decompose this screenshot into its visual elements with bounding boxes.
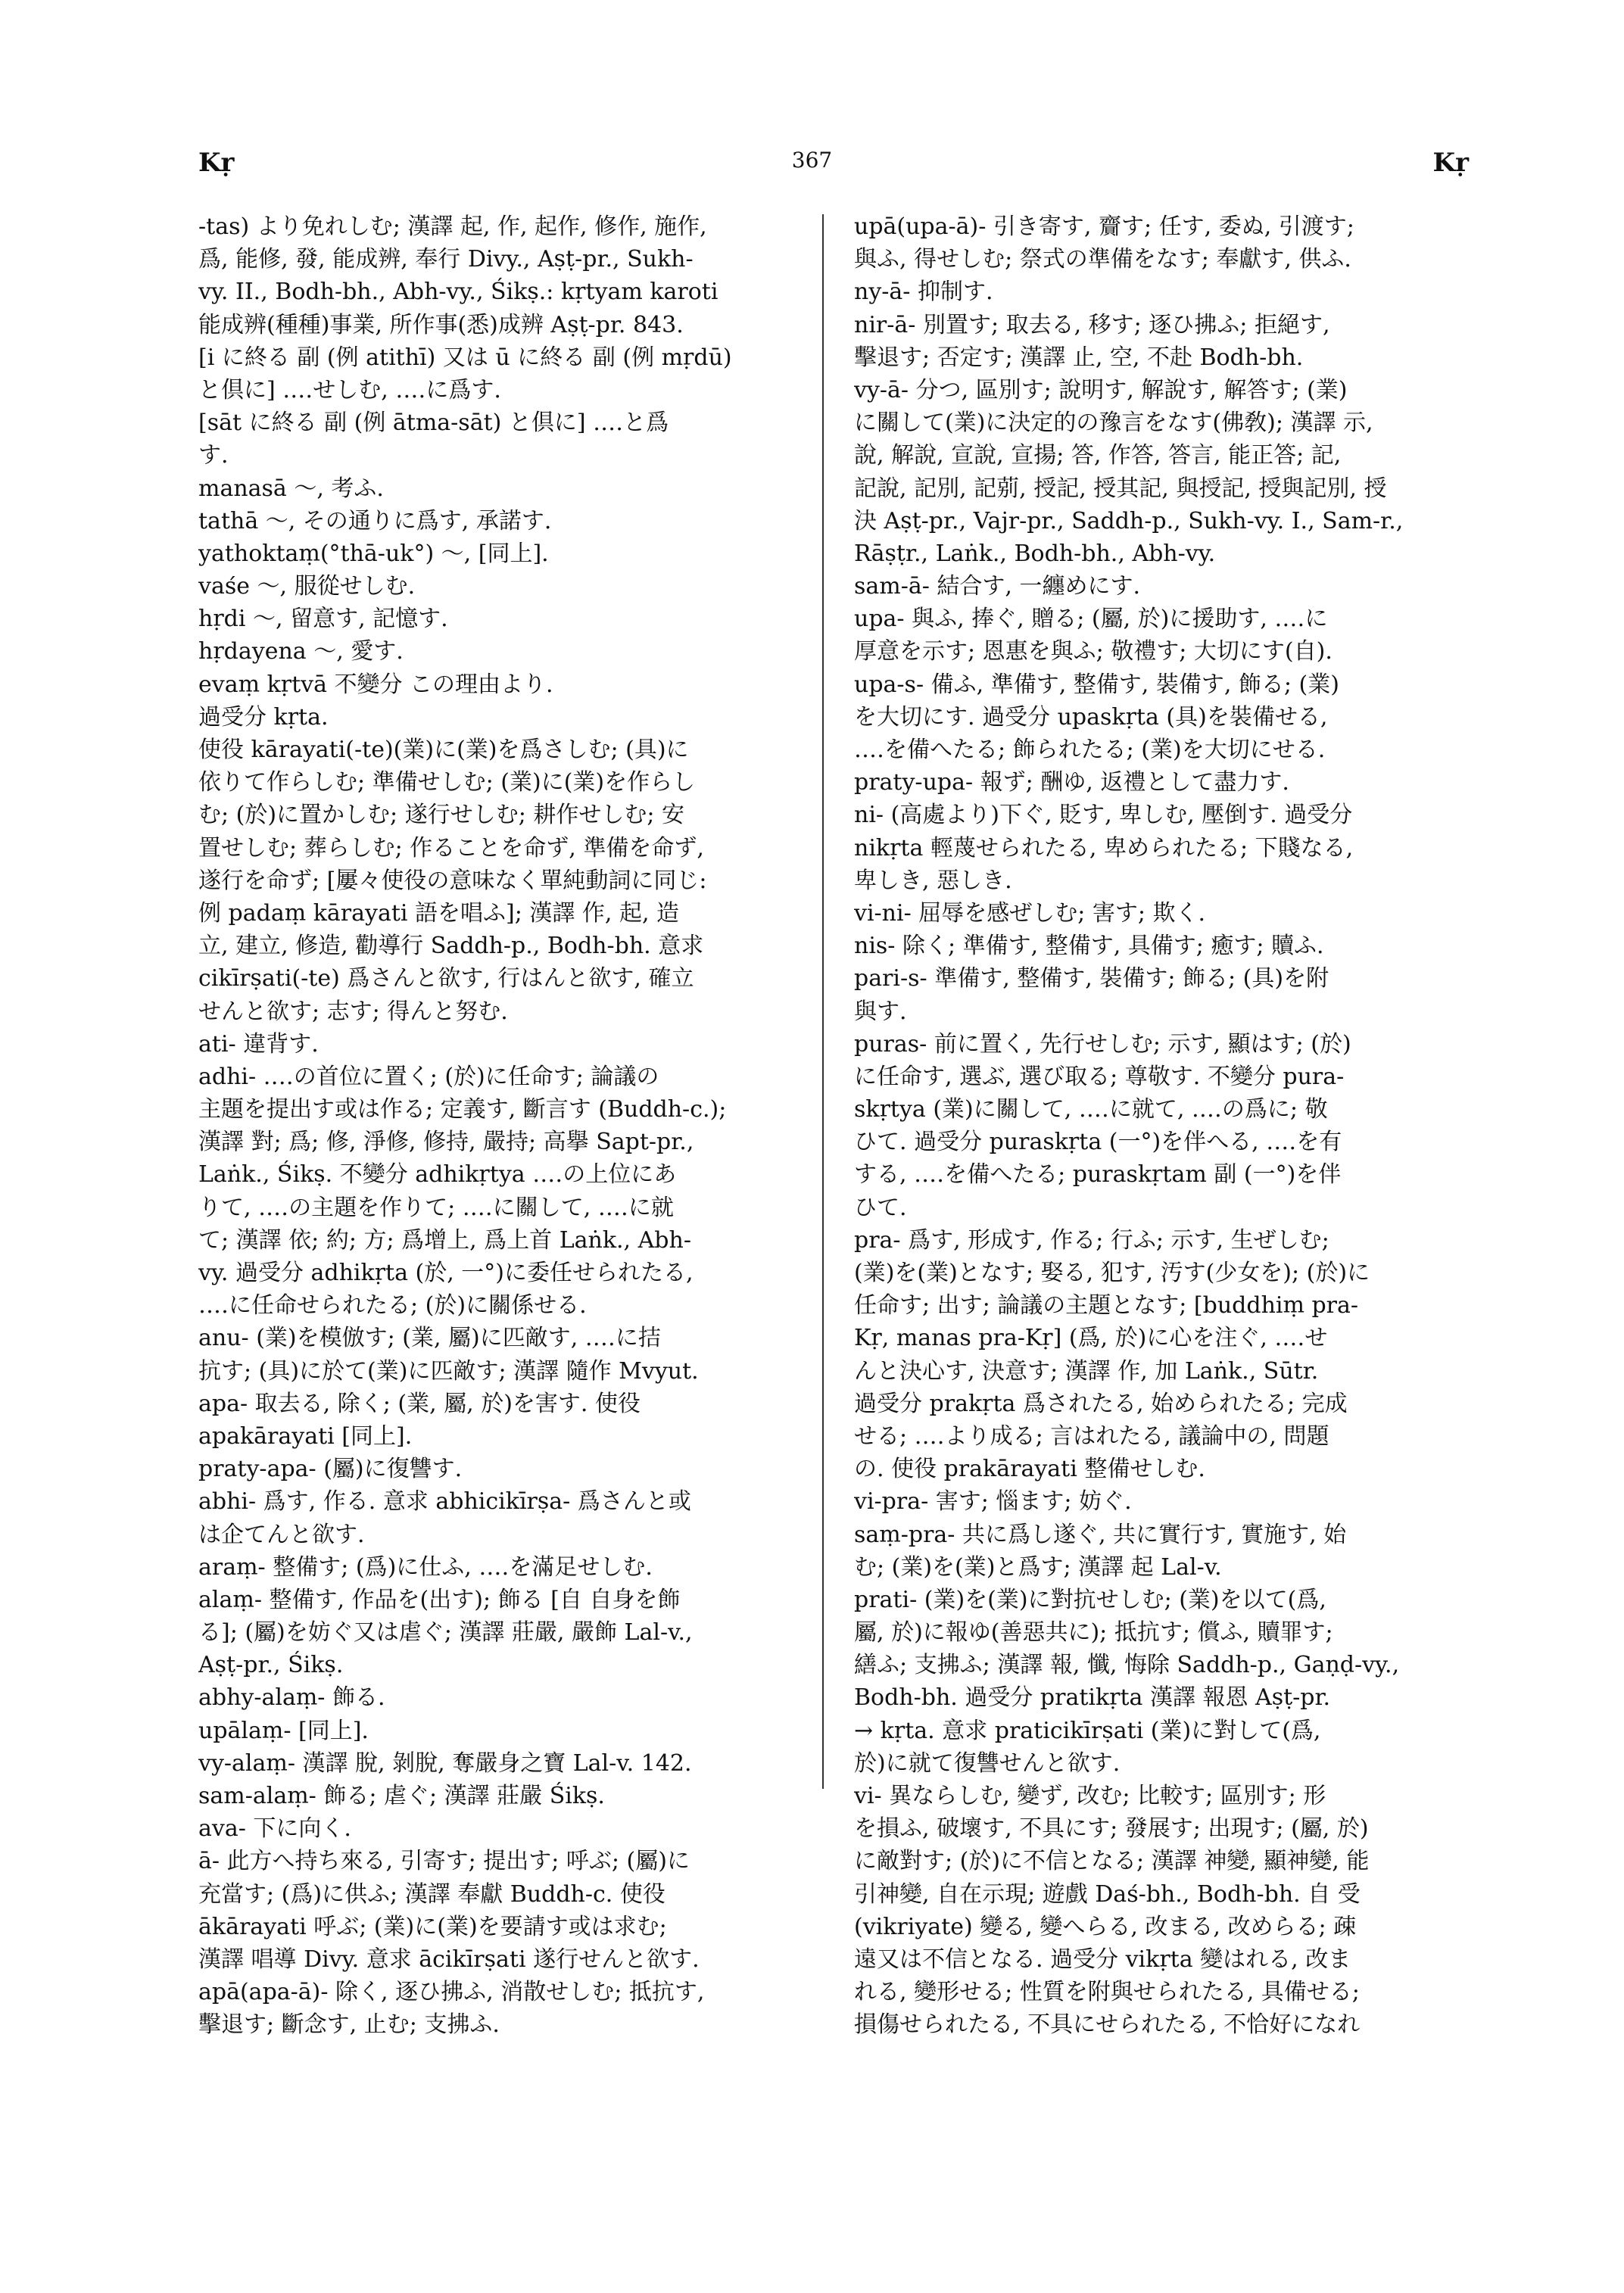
dictionary-line: upa-s- 備ふ, 準備す, 整備す, 裝備す, 飾る; (業) [854,671,1339,698]
dictionary-line: 依りて作らしむ; 準備せしむ; (業)に(業)を作らし [198,769,696,796]
column-divider [822,214,824,1789]
dictionary-line: の. 使役 prakārayati 整備せしむ. [854,1456,1205,1483]
dictionary-line: vaśe 〜, 服從せしむ. [198,573,416,600]
dictionary-line: 說, 解說, 宣說, 宣揚; 答, 作答, 答言, 能正答; 記, [854,442,1342,469]
dictionary-line: せんと欲す; 志す; 得んと努む. [198,998,508,1025]
right-column [854,210,1452,2042]
dictionary-line: vi-pra- 害す; 惱ます; 妨ぐ. [854,1488,1132,1516]
dictionary-line: Bodh-bh. 過受分 pratikṛta 漢譯 報恩 Aṣṭ-pr. [854,1684,1331,1712]
dictionary-line: sam-alaṃ- 飾る; 虐ぐ; 漢譯 莊嚴 Śikṣ. [198,1783,605,1809]
dictionary-line: vy-ā- 分つ, 區別す; 說明す, 解說す, 解答す; (業) [854,376,1348,403]
dictionary-line: 於)に就て復讐せんと欲す. [854,1749,1121,1777]
dictionary-line: む; (業)を(業)と爲す; 漢譯 起 Lal-v. [854,1553,1222,1581]
dictionary-line: nir-ā- 別置す; 取去る, 移す; 逐ひ拂ふ; 拒絕す, [854,311,1330,338]
dictionary-line: 與す. [854,998,907,1025]
dictionary-line: upālaṃ- [同上]. [198,1717,369,1744]
dictionary-line: evaṃ kṛtvā 不變分 この理由より. [198,671,553,698]
dictionary-line: ākārayati 呼ぶ; (業)に(業)を要請す或は求む; [198,1913,667,1940]
dictionary-line: [i に終る 副 (例 atithī) 又は ū に終る 副 (例 mṛdū) [198,344,732,371]
dictionary-line: sam-ā- 結合す, 一纏めにす. [854,573,1141,600]
dictionary-line: と倶に] ‥‥せしむ, ‥‥に爲す. [198,376,501,403]
left-column [198,210,793,2042]
dictionary-line: 主題を提出す或は作る; 定義す, 斷言す (Buddh-c.); [198,1096,727,1123]
dictionary-line: pra- 爲す, 形成す, 作る; 行ふ; 示す, 生ぜしむ; [854,1226,1329,1254]
dictionary-line: vy. II., Bodh-bh., Abh-vy., Śikṣ.: kṛtyam karoti [198,279,718,306]
dictionary-line: 抗す; (具)に於て(業)に匹敵す; 漢譯 隨作 Mvyut. [198,1357,699,1385]
dictionary-line: て; 漢譯 依; 約; 方; 爲增上, 爲上首 Laṅk., Abh- [198,1226,691,1254]
dictionary-line: 立, 建立, 修造, 勸導行 Saddh-p., Bodh-bh. 意求 [198,933,704,960]
dictionary-line: apā(apa-ā)- 除く, 逐ひ拂ふ, 消散せしむ; 抵抗す, [198,1979,705,2006]
dictionary-line: apakārayati [同上]. [198,1422,413,1450]
dictionary-line: する, ‥‥を備へたる; puraskṛtam 副 (一°)を伴 [854,1161,1342,1189]
dictionary-line: 卑しき, 惡しき. [854,867,1012,894]
dictionary-line: 擊退す; 否定す; 漢譯 止, 空, 不赴 Bodh-bh. [854,344,1304,371]
dictionary-line: → kṛta. 意求 praticikīrṣati (業)に對して(爲, [854,1717,1321,1744]
dictionary-line: に關して(業)に決定的の豫言をなす(佛敎); 漢譯 示, [854,410,1373,437]
dictionary-line: pari-s- 準備す, 整備す, 裝備す; 飾る; (具)を附 [854,965,1329,992]
dictionary-line: に任命す, 選ぶ, 選び取る; 尊敬す. 不變分 pura- [854,1063,1345,1090]
dictionary-line: ひて. 過受分 puraskṛta (一°)を伴へる, ‥‥を有 [854,1129,1342,1156]
dictionary-line: saṃ-pra- 共に爲し遂ぐ, 共に實行す, 實施す, 始 [854,1521,1347,1548]
dictionary-line: Rāṣṭr., Laṅk., Bodh-bh., Abh-vy. [854,540,1216,567]
dictionary-line: に敵對す; (於)に不信となる; 漢譯 神變, 顯神變, 能 [854,1848,1370,1875]
dictionary-line: 能成辨(種種)事業, 所作事(悉)成辨 Aṣṭ-pr. 843. [198,311,684,338]
dictionary-line: を損ふ, 破壞す, 不具にす; 發展す; 出現す; (屬, 於) [854,1815,1369,1843]
dictionary-line: vi-ni- 屈辱を感ぜしむ; 害す; 欺く. [854,899,1206,927]
dictionary-line: (業)を(業)となす; 娶る, 犯す, 汚す(少女を); (於)に [854,1260,1370,1286]
dictionary-line: vi- 異ならしむ, 變ず, 改む; 比較す; 區別す; 形 [854,1783,1326,1809]
dictionary-line: araṃ- 整備す; (爲)に仕ふ, ‥‥を滿足せしむ. [198,1553,653,1581]
dictionary-line: Aṣṭ-pr., Śikṣ. [198,1652,344,1679]
dictionary-line: skṛtya (業)に關して, ‥‥に就て, ‥‥の爲に; 敬 [854,1096,1328,1123]
dictionary-line: 與ふ, 得せしむ; 祭式の準備をなす; 奉獻す, 供ふ. [854,246,1351,273]
dictionary-line: Kṛ, manas pra-Kṛ] (爲, 於)に心を注ぐ, ‥‥せ [854,1325,1328,1352]
dictionary-line: す. [198,442,229,469]
dictionary-line: nikṛta 輕蔑せられたる, 卑められたる; 下賤なる, [854,834,1354,861]
dictionary-line: puras- 前に置く, 先行せしむ; 示す, 顯はす; (於) [854,1030,1351,1058]
dictionary-line: upa- 與ふ, 捧ぐ, 贈る; (屬, 於)に援助す, ‥‥に [854,606,1328,633]
dictionary-line: 例 padaṃ kārayati 語を唱ふ]; 漢譯 作, 起, 造 [198,899,680,927]
dictionary-line: [sāt に終る 副 (例 ātma-sāt) と倶に] ‥‥と爲 [198,410,669,437]
dictionary-line: ava- 下に向く. [198,1815,351,1843]
dictionary-line: ati- 違背す. [198,1030,319,1058]
dictionary-line: む; (於)に置かしむ; 遂行せしむ; 耕作せしむ; 安 [198,802,684,829]
running-head-right: Kṛ [1432,148,1469,178]
dictionary-line: ひて. [854,1194,907,1221]
dictionary-line: apa- 取去る, 除く; (業, 屬, 於)を害す. 使役 [198,1390,641,1417]
dictionary-line: alaṃ- 整備す, 作品を(出す); 飾る [自 自身を飾 [198,1586,681,1613]
dictionary-line: yathoktaṃ(°thā-uk°) 〜, [同上]. [198,540,549,567]
running-head-left: Kṛ [198,148,235,178]
page-number: 367 [791,148,833,173]
dictionary-line: 擊退す; 斷念す, 止む; 支拂ふ. [198,2011,500,2039]
dictionary-line: 遠又は不信となる. 過受分 vikṛta 變はれる, 改ま [854,1946,1351,1973]
dictionary-line: hṛdayena 〜, 愛す. [198,638,404,665]
dictionary-line: abhi- 爲す, 作る. 意求 abhicikīrṣa- 爲さんと或 [198,1488,691,1516]
dictionary-line: 遂行を命ず; [屢々使役の意味なく單純動詞に同じ: [198,867,707,894]
dictionary-line: ni- (高處より)下ぐ, 貶す, 卑しむ, 壓倒す. 過受分 [854,802,1353,829]
dictionary-line: せる; ‥‥より成る; 言はれたる, 議論中の, 問題 [854,1422,1329,1450]
dictionary-line: -tas) より免れしむ; 漢譯 起, 作, 起作, 修作, 施作, [198,213,707,240]
dictionary-line: hṛdi 〜, 留意す, 記憶す. [198,606,448,633]
dictionary-line: 置せしむ; 葬らしむ; 作ることを命ず, 準備を命ず, [198,834,704,861]
dictionary-line: Laṅk., Śikṣ. 不變分 adhikṛtya ‥‥の上位にあ [198,1161,677,1189]
dictionary-line: vy. 過受分 adhikṛta (於, 一°)に委任せられたる, [198,1260,694,1286]
dictionary-line: ‥‥を備へたる; 飾られたる; (業)を大切にせる. [854,737,1326,763]
dictionary-line: manasā 〜, 考ふ. [198,475,384,502]
dictionary-line: 繕ふ; 支拂ふ; 漢譯 報, 懺, 悔除 Saddh-p., Gaṇḍ-vy., [854,1652,1400,1679]
dictionary-line: upā(upa-ā)- 引き寄す, 齎す; 任す, 委ぬ, 引渡す; [854,213,1354,240]
dictionary-line: cikīrṣati(-te) 爲さんと欲す, 行はんと欲す, 確立 [198,965,694,992]
dictionary-line: 漢譯 唱導 Divy. 意求 ācikīrṣati 遂行せんと欲す. [198,1946,700,1973]
dictionary-line: (vikriyate) 變る, 變へらる, 改まる, 改めらる; 疎 [854,1913,1357,1940]
dictionary-line: 過受分 kṛta. [198,703,329,731]
dictionary-line: 使役 kārayati(-te)(業)に(業)を爲さしむ; (具)に [198,737,689,763]
dictionary-line: 屬, 於)に報ゆ(善惡共に); 抵抗す; 償ふ, 贖罪す; [854,1619,1333,1647]
dictionary-line: prati- (業)を(業)に對抗せしむ; (業)を以て(爲, [854,1586,1326,1613]
dictionary-line: 過受分 prakṛta 爲されたる, 始められたる; 完成 [854,1390,1348,1417]
dictionary-line: 損傷せられたる, 不具にせられたる, 不恰好になれ [854,2011,1361,2039]
dictionary-line: anu- (業)を模倣す; (業, 屬)に匹敵す, ‥‥に拮 [198,1325,661,1352]
dictionary-line: abhy-alaṃ- 飾る. [198,1684,385,1712]
dictionary-line: 引神變, 自在示現; 遊戲 Daś-bh., Bodh-bh. 自 受 [854,1880,1361,1908]
dictionary-line: 記說, 記別, 記莂, 授記, 授其記, 與授記, 授與記別, 授 [854,475,1387,502]
dictionary-line: 厚意を示す; 恩惠を與ふ; 敬禮す; 大切にす(自). [854,638,1333,665]
dictionary-line: れる, 變形せる; 性質を附與せられたる, 具備せる; [854,1979,1360,2006]
dictionary-line: 爲, 能修, 發, 能成辨, 奉行 Divy., Aṣṭ-pr., Sukh- [198,246,694,273]
dictionary-line: adhi- ‥‥の首位に置く; (於)に任命す; 論議の [198,1063,659,1090]
dictionary-line: 充當す; (爲)に供ふ; 漢譯 奉獻 Buddh-c. 使役 [198,1880,665,1908]
dictionary-line: 漢譯 對; 爲; 修, 淨修, 修持, 嚴持; 高擧 Sapt-pr., [198,1129,694,1156]
dictionary-line: nis- 除く; 準備す, 整備す, 具備す; 癒す; 贖ふ. [854,933,1324,960]
dictionary-line: 任命す; 出す; 論議の主題となす; [buddhiṃ pra- [854,1292,1359,1319]
dictionary-line: praty-upa- 報ず; 酬ゆ, 返禮として盡力す. [854,769,1289,796]
dictionary-line: る]; (屬)を妨ぐ又は虐ぐ; 漢譯 莊嚴, 嚴飾 Lal-v., [198,1619,693,1647]
dictionary-line: 決 Aṣṭ-pr., Vajr-pr., Saddh-p., Sukh-vy. I., Sam-r., [854,507,1404,534]
dictionary-line: ny-ā- 抑制す. [854,279,993,306]
dictionary-line: んと決心す, 決意す; 漢譯 作, 加 Laṅk., Sūtr. [854,1357,1319,1385]
dictionary-line: りて, ‥‥の主題を作りて; ‥‥に關して, ‥‥に就 [198,1194,674,1221]
dictionary-line: は企てんと欲す. [198,1521,365,1548]
dictionary-line: を大切にす. 過受分 upaskṛta (具)を裝備せる, [854,703,1328,731]
dictionary-line: vy-alaṃ- 漢譯 脫, 剝脫, 奪嚴身之寶 Lal-v. 142. [198,1749,692,1777]
dictionary-line: ‥‥に任命せられたる; (於)に關係せる. [198,1292,587,1319]
dictionary-line: tathā 〜, その通りに爲す, 承諾す. [198,507,552,534]
dictionary-line: ā- 此方へ持ち來る, 引寄す; 提出す; 呼ぶ; (屬)に [198,1848,690,1875]
dictionary-line: praty-apa- (屬)に復讐す. [198,1456,463,1483]
